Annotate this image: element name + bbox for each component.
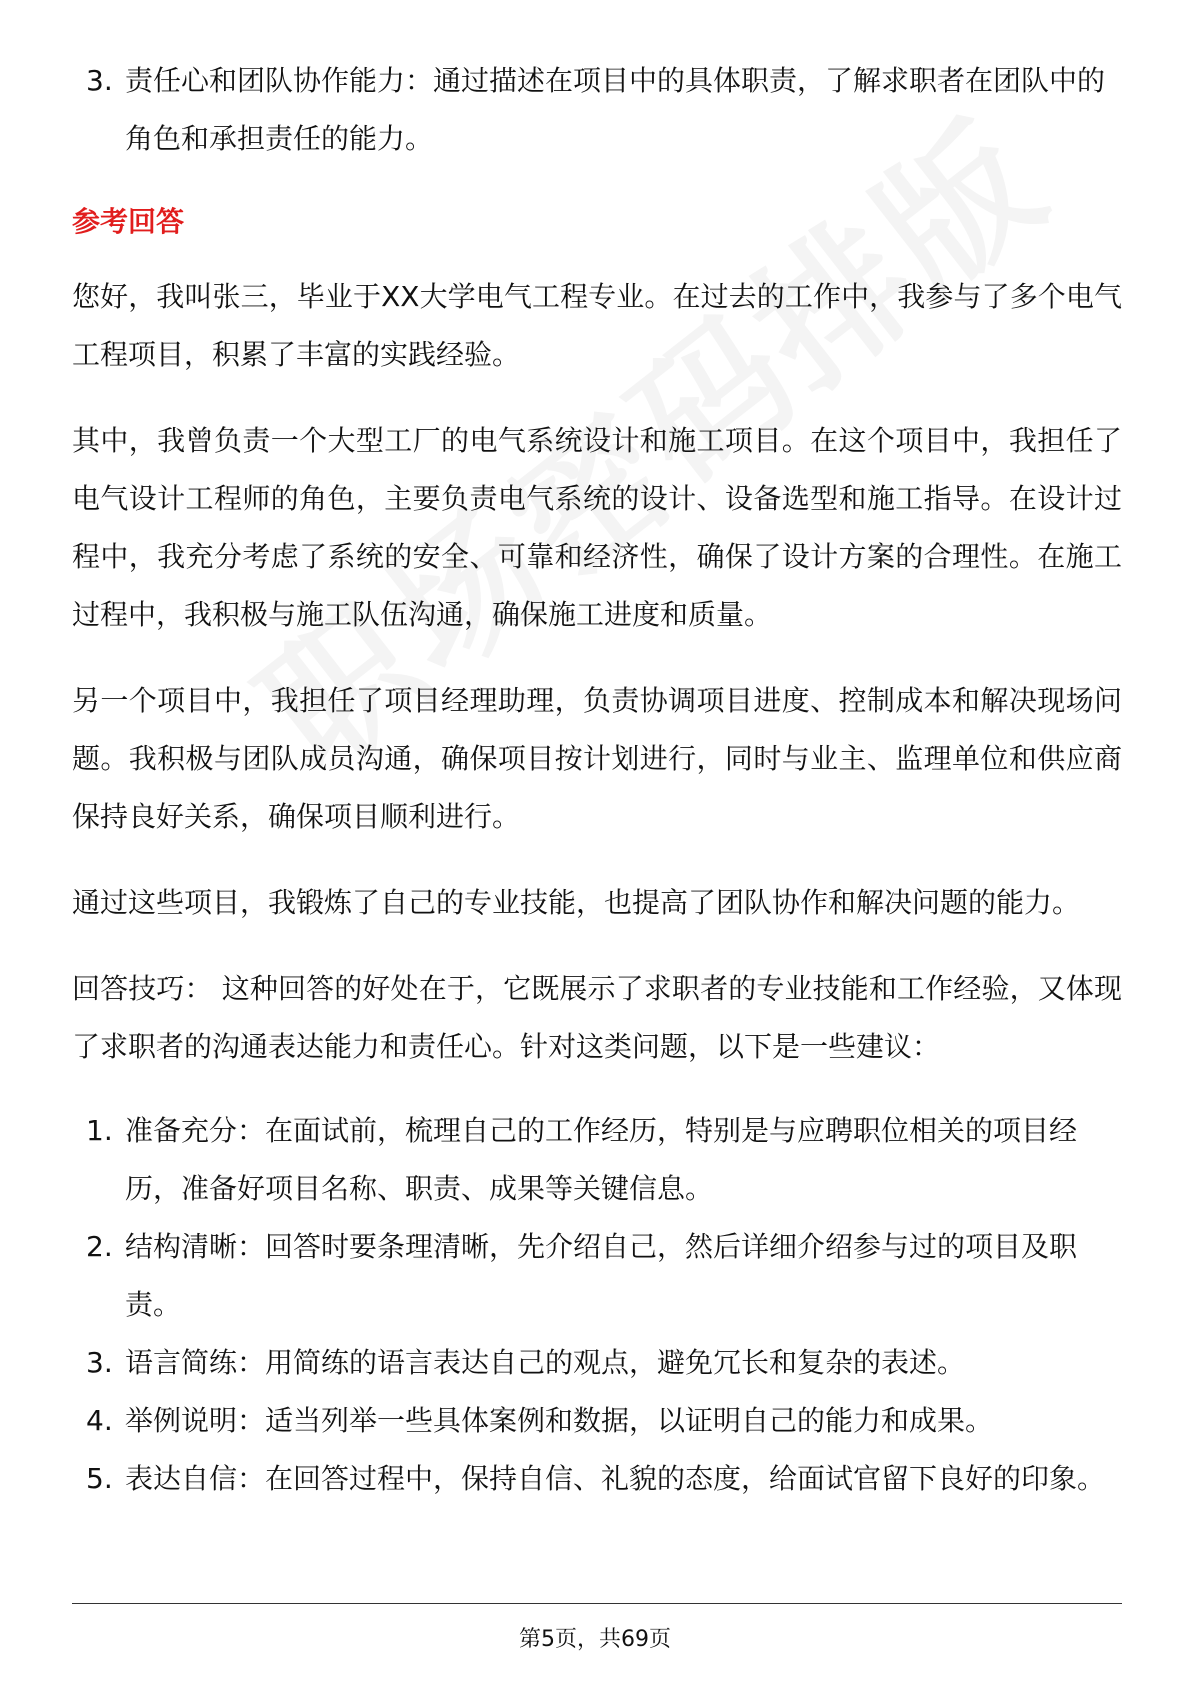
list-item-number: 5. xyxy=(86,1462,113,1495)
list-item xyxy=(72,1334,1122,1392)
list-item-text: 表达自信：在回答过程中，保持自信、礼貌的态度，给面试官留下良好的印象。 xyxy=(125,1462,1106,1495)
list-item xyxy=(72,1102,1122,1218)
list-item-number: 4. xyxy=(86,1404,113,1437)
list-item-text: 语言简练：用简练的语言表达自己的观点，避免冗长和复杂的表述。 xyxy=(125,1346,966,1379)
paragraph: 另一个项目中，我担任了项目经理助理，负责协调项目进度、控制成本和解决现场问题。我积极与团队成员沟通，确保项目按计划进行，同时与业主、监理单位和供应商保持良好关系，确保项目顺利进行。 xyxy=(72,684,1122,833)
list-item-text: 责任心和团队协作能力：通过描述在项目中的具体职责，了解求职者在团队中的角色和承担责任的能力。 xyxy=(125,64,1106,155)
document-page xyxy=(72,52,1122,1508)
paragraph: 您好，我叫张三，毕业于XX大学电气工程专业。在过去的工作中，我参与了多个电气工程项目，积累了丰富的实践经验。 xyxy=(72,280,1122,371)
page-number: 第5页，共69页 xyxy=(519,1627,671,1652)
paragraph: 其中，我曾负责一个大型工厂的电气系统设计和施工项目。在这个项目中，我担任了电气设计工程师的角色，主要负责电气系统的设计、设备选型和施工指导。在设计过程中，我充分考虑了系统的安全、可靠和经济性，确保了设计方案的合理性。在施工过程中，我积极与施工队伍沟通，确保施工进度和质量。 xyxy=(72,424,1122,631)
list-item-number: 1. xyxy=(86,1114,113,1147)
list-item-number: 3. xyxy=(86,64,113,97)
tips-list xyxy=(72,1102,1122,1508)
list-item xyxy=(72,52,1122,168)
list-item xyxy=(72,1218,1122,1334)
list-item-text: 准备充分：在面试前，梳理自己的工作经历，特别是与应聘职位相关的项目经历，准备好项目名称、职责、成果等关键信息。 xyxy=(125,1114,1078,1205)
paragraph: 回答技巧： 这种回答的好处在于，它既展示了求职者的专业技能和工作经验，又体现了求职者的沟通表达能力和责任心。针对这类问题，以下是一些建议： xyxy=(72,972,1122,1063)
footer-divider xyxy=(72,1603,1122,1604)
document-content xyxy=(72,52,1122,1508)
paragraph: 通过这些项目，我锻炼了自己的专业技能，也提高了团队协作和解决问题的能力。 xyxy=(72,886,1081,919)
list-item-number: 3. xyxy=(86,1346,113,1379)
list-item xyxy=(72,1450,1122,1508)
list-item-number: 2. xyxy=(86,1230,113,1263)
list-item xyxy=(72,1392,1122,1450)
section-heading: 参考回答 xyxy=(72,205,185,238)
top-list xyxy=(72,52,1122,168)
list-item-text: 结构清晰：回答时要条理清晰，先介绍自己，然后详细介绍参与过的项目及职责。 xyxy=(125,1230,1078,1321)
list-item-text: 举例说明：适当列举一些具体案例和数据，以证明自己的能力和成果。 xyxy=(125,1404,994,1437)
